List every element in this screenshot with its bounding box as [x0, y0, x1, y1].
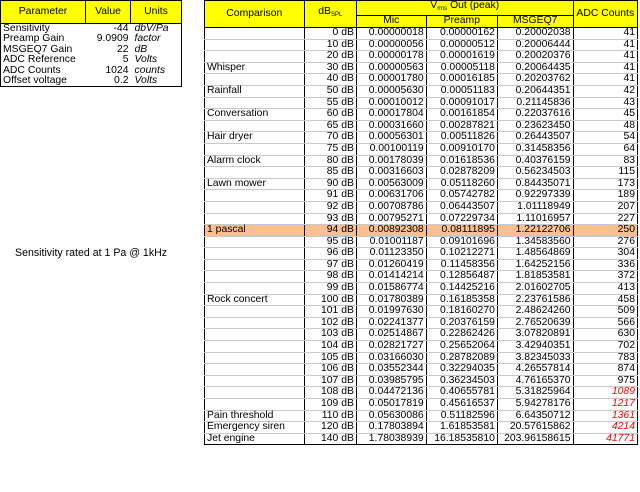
table-row: [205, 294, 638, 306]
adc-cell: 189: [573, 190, 637, 202]
preamp-cell: 0.01618536: [426, 155, 497, 167]
msgeq7-cell: 0.92297339: [497, 190, 573, 202]
preamp-cell: 0.09101696: [426, 236, 497, 248]
preamp-cell: 0.45616537: [426, 399, 497, 411]
preamp-cell: 0.06443507: [426, 201, 497, 213]
spl-comparison-table: [204, 0, 638, 445]
mic-cell: 0.00000563: [356, 62, 426, 74]
table-row: [205, 109, 638, 121]
db-cell: 70 dB: [304, 132, 356, 144]
db-cell: 108 dB: [304, 387, 356, 399]
adc-counts-header: ADC Counts: [573, 1, 637, 28]
preamp-cell: 0.40655781: [426, 387, 497, 399]
db-cell: 75 dB: [304, 143, 356, 155]
table-row: [205, 329, 638, 341]
msgeq7-cell: 1.11016957: [497, 213, 573, 225]
msgeq7-cell: 0.31458356: [497, 143, 573, 155]
db-cell: 107 dB: [304, 375, 356, 387]
adc-cell: 41: [573, 51, 637, 63]
comparison-cell: [205, 190, 305, 202]
table-row: [205, 143, 638, 155]
comparison-cell: Lawn mower: [205, 178, 305, 190]
table-row: [205, 236, 638, 248]
mic-cell: 0.03552344: [356, 364, 426, 376]
comparison-cell: [205, 120, 305, 132]
adc-cell: 250: [573, 225, 637, 237]
msgeq7-cell: 0.20020376: [497, 51, 573, 63]
comparison-cell: [205, 248, 305, 260]
table-row: [205, 422, 638, 434]
parameter-name: Sensitivity: [1, 24, 86, 35]
mic-cell: 0.00631706: [356, 190, 426, 202]
msgeq7-cell: 0.22037616: [497, 109, 573, 121]
db-cell: 110 dB: [304, 410, 356, 422]
mic-cell: 0.01260419: [356, 259, 426, 271]
db-cell: 90 dB: [304, 178, 356, 190]
table-row: [205, 271, 638, 283]
comparison-cell: [205, 317, 305, 329]
parameter-name: ADC Reference: [1, 55, 86, 65]
parameter-name: MSGEQ7 Gain: [1, 45, 86, 55]
table-row: [205, 97, 638, 109]
adc-cell: 304: [573, 248, 637, 260]
db-cell: 65 dB: [304, 120, 356, 132]
comparison-cell: [205, 74, 305, 86]
db-cell: 102 dB: [304, 317, 356, 329]
mic-cell: 0.04472136: [356, 387, 426, 399]
adc-cell: 41: [573, 74, 637, 86]
mic-cell: 0.00000056: [356, 39, 426, 51]
mic-cell: 0.00017804: [356, 109, 426, 121]
preamp-cell: 0.00001619: [426, 51, 497, 63]
db-cell: 20 dB: [304, 51, 356, 63]
comparison-cell: Rock concert: [205, 294, 305, 306]
msgeq7-cell: 0.20644351: [497, 85, 573, 97]
db-cell: 97 dB: [304, 259, 356, 271]
table-row: [205, 387, 638, 399]
table-row: [205, 399, 638, 411]
vout-header: [356, 1, 573, 16]
db-header-text: dB: [318, 6, 331, 18]
msgeq7-header: MSGEQ7: [497, 15, 573, 27]
preamp-cell: 0.00287821: [426, 120, 497, 132]
mic-cell: 0.00001780: [356, 74, 426, 86]
units-header: Units: [131, 1, 182, 24]
adc-cell: 83: [573, 155, 637, 167]
table-row-highlighted: [205, 225, 638, 237]
comparison-cell: [205, 341, 305, 353]
mic-cell: 0.01414214: [356, 271, 426, 283]
db-cell: 98 dB: [304, 271, 356, 283]
preamp-cell: 0.36234503: [426, 375, 497, 387]
db-cell: 120 dB: [304, 422, 356, 434]
table-row: [205, 62, 638, 74]
preamp-cell: 0.22862426: [426, 329, 497, 341]
adc-cell: 566: [573, 317, 637, 329]
comparison-cell: [205, 236, 305, 248]
adc-cell: 41: [573, 39, 637, 51]
comparison-cell: [205, 213, 305, 225]
preamp-cell: 0.05118260: [426, 178, 497, 190]
comparison-cell: [205, 167, 305, 179]
table-row: [205, 39, 638, 51]
preamp-cell: 0.00161854: [426, 109, 497, 121]
msgeq7-cell: 0.21145836: [497, 97, 573, 109]
adc-cell: 41771: [573, 433, 637, 445]
db-header-sub: SPL: [330, 12, 343, 19]
db-cell: 0 dB: [304, 28, 356, 40]
mic-cell: 0.17803894: [356, 422, 426, 434]
msgeq7-cell: 1.34583560: [497, 236, 573, 248]
mic-header: Mic: [356, 15, 426, 27]
adc-cell: 115: [573, 167, 637, 179]
comparison-cell: [205, 375, 305, 387]
comparison-cell: Conversation: [205, 109, 305, 121]
adc-cell: 1217: [573, 399, 637, 411]
comparison-cell: Emergency siren: [205, 422, 305, 434]
preamp-cell: 0.00910170: [426, 143, 497, 155]
value-header: Value: [86, 1, 131, 24]
preamp-cell: 0.08111895: [426, 225, 497, 237]
preamp-cell: 0.00091017: [426, 97, 497, 109]
adc-cell: 783: [573, 352, 637, 364]
adc-cell: 173: [573, 178, 637, 190]
table-row: [205, 155, 638, 167]
db-cell: 99 dB: [304, 283, 356, 295]
table-row: [205, 167, 638, 179]
preamp-cell: 0.18160270: [426, 306, 497, 318]
table-row: [205, 433, 638, 445]
preamp-cell: 0.14425216: [426, 283, 497, 295]
preamp-cell: 0.00016185: [426, 74, 497, 86]
db-cell: 30 dB: [304, 62, 356, 74]
table-row: [205, 178, 638, 190]
preamp-header: Preamp: [426, 15, 497, 27]
comparison-cell: [205, 271, 305, 283]
parameter-unit: Volts: [131, 55, 182, 65]
parameter-unit: dbV/Pa: [131, 24, 182, 35]
table-row: [205, 317, 638, 329]
db-cell: 60 dB: [304, 109, 356, 121]
mic-cell: 0.00178039: [356, 155, 426, 167]
adc-cell: 54: [573, 132, 637, 144]
msgeq7-cell: 1.64252156: [497, 259, 573, 271]
parameter-name: Preamp Gain: [1, 34, 86, 44]
preamp-cell: 0.05742782: [426, 190, 497, 202]
db-cell: 55 dB: [304, 97, 356, 109]
parameter-table: [0, 0, 182, 87]
msgeq7-cell: 0.20064435: [497, 62, 573, 74]
msgeq7-cell: 2.01602705: [497, 283, 573, 295]
table-row: [205, 306, 638, 318]
db-cell: 103 dB: [304, 329, 356, 341]
msgeq7-cell: 1.22122706: [497, 225, 573, 237]
vout-header-v: V: [430, 0, 438, 12]
comparison-cell: [205, 259, 305, 271]
comparison-cell: [205, 387, 305, 399]
comparison-cell: [205, 364, 305, 376]
comparison-cell: [205, 283, 305, 295]
adc-cell: 227: [573, 213, 637, 225]
parameter-value: 1024: [105, 64, 129, 76]
parameter-name: ADC Counts: [1, 66, 86, 76]
mic-cell: 0.02821727: [356, 341, 426, 353]
adc-cell: 1361: [573, 410, 637, 422]
comparison-cell: [205, 201, 305, 213]
db-cell: 109 dB: [304, 399, 356, 411]
mic-cell: 0.05630086: [356, 410, 426, 422]
adc-cell: 43: [573, 97, 637, 109]
adc-cell: 702: [573, 341, 637, 353]
msgeq7-cell: 2.76520639: [497, 317, 573, 329]
comparison-cell: [205, 51, 305, 63]
adc-cell: 336: [573, 259, 637, 271]
table-row: [205, 51, 638, 63]
mic-cell: 0.00316603: [356, 167, 426, 179]
table-row: [205, 352, 638, 364]
mic-cell: 0.01586774: [356, 283, 426, 295]
comparison-cell: Pain threshold: [205, 410, 305, 422]
comparison-cell: [205, 97, 305, 109]
table-row: [205, 190, 638, 202]
adc-cell: 413: [573, 283, 637, 295]
preamp-cell: 0.25652064: [426, 341, 497, 353]
table-row: [205, 341, 638, 353]
parameter-value: 22: [116, 43, 129, 55]
msgeq7-cell: 20.57615862: [497, 422, 573, 434]
adc-cell: 48: [573, 120, 637, 132]
comparison-header: Comparison: [205, 1, 305, 28]
preamp-cell: 0.00005118: [426, 62, 497, 74]
table-row: [205, 28, 638, 40]
db-cell: 96 dB: [304, 248, 356, 260]
msgeq7-cell: 1.81853581: [497, 271, 573, 283]
db-cell: 91 dB: [304, 190, 356, 202]
msgeq7-cell: 2.48624260: [497, 306, 573, 318]
db-cell: 50 dB: [304, 85, 356, 97]
table-row: [205, 259, 638, 271]
preamp-cell: 0.20376159: [426, 317, 497, 329]
preamp-cell: 0.00051183: [426, 85, 497, 97]
parameter-unit: counts: [131, 66, 182, 76]
comparison-cell: 1 pascal: [205, 225, 305, 237]
vout-header-sub: rms: [437, 6, 448, 13]
comparison-cell: [205, 143, 305, 155]
adc-cell: 4214: [573, 422, 637, 434]
mic-cell: 0.00100119: [356, 143, 426, 155]
msgeq7-cell: 0.84435071: [497, 178, 573, 190]
mic-cell: 0.00708786: [356, 201, 426, 213]
msgeq7-cell: 1.48564869: [497, 248, 573, 260]
db-cell: 92 dB: [304, 201, 356, 213]
vout-header-text: Out (peak): [447, 0, 500, 12]
preamp-cell: 0.16185358: [426, 294, 497, 306]
parameter-header-row: [1, 1, 182, 24]
mic-cell: 0.00031660: [356, 120, 426, 132]
comparison-cell: Hair dryer: [205, 132, 305, 144]
db-cell: 85 dB: [304, 167, 356, 179]
mic-cell: 0.01780389: [356, 294, 426, 306]
preamp-cell: 0.51182596: [426, 410, 497, 422]
preamp-cell: 0.00000512: [426, 39, 497, 51]
comparison-cell: [205, 39, 305, 51]
db-cell: 80 dB: [304, 155, 356, 167]
msgeq7-cell: 0.40376159: [497, 155, 573, 167]
mic-cell: 0.02241377: [356, 317, 426, 329]
adc-cell: 207: [573, 201, 637, 213]
preamp-cell: 0.10212271: [426, 248, 497, 260]
msgeq7-cell: 4.76165370: [497, 375, 573, 387]
comparison-cell: Whisper: [205, 62, 305, 74]
parameter-value: -44: [113, 23, 129, 34]
mic-cell: 0.01001187: [356, 236, 426, 248]
table-row: [205, 201, 638, 213]
parameter-unit: dB: [131, 45, 182, 55]
adc-cell: 42: [573, 85, 637, 97]
table-row: [205, 85, 638, 97]
msgeq7-cell: 5.31825964: [497, 387, 573, 399]
table-row: [205, 74, 638, 86]
preamp-cell: 0.00000162: [426, 28, 497, 40]
comparison-cell: Jet engine: [205, 433, 305, 445]
db-cell: 95 dB: [304, 236, 356, 248]
parameter-value: 0.2: [86, 76, 131, 87]
adc-cell: 372: [573, 271, 637, 283]
parameter-unit: factor: [131, 34, 182, 44]
preamp-cell: 0.07229734: [426, 213, 497, 225]
db-cell: 94 dB: [304, 225, 356, 237]
msgeq7-cell: 6.64350712: [497, 410, 573, 422]
db-cell: 93 dB: [304, 213, 356, 225]
parameter-value: 9.0909: [96, 33, 129, 45]
preamp-cell: 0.28782089: [426, 352, 497, 364]
adc-cell: 41: [573, 28, 637, 40]
table-row: [205, 410, 638, 422]
preamp-cell: 0.12856487: [426, 271, 497, 283]
parameter-name: Offset voltage: [1, 76, 86, 87]
table-row: [205, 213, 638, 225]
mic-cell: 0.00010012: [356, 97, 426, 109]
db-cell: 101 dB: [304, 306, 356, 318]
adc-cell: 874: [573, 364, 637, 376]
table-row: [205, 364, 638, 376]
msgeq7-cell: 0.20203762: [497, 74, 573, 86]
main-header-row: [205, 1, 638, 16]
db-spl-header: [304, 1, 356, 28]
parameter-header: Parameter: [1, 1, 86, 24]
adc-cell: 45: [573, 109, 637, 121]
table-row: [205, 132, 638, 144]
msgeq7-cell: 1.01118949: [497, 201, 573, 213]
mic-cell: 0.01997630: [356, 306, 426, 318]
db-cell: 140 dB: [304, 433, 356, 445]
msgeq7-cell: 3.82345033: [497, 352, 573, 364]
table-row: [205, 248, 638, 260]
table-row: [205, 375, 638, 387]
comparison-cell: [205, 352, 305, 364]
adc-cell: 276: [573, 236, 637, 248]
msgeq7-cell: 3.42940351: [497, 341, 573, 353]
preamp-cell: 0.02878209: [426, 167, 497, 179]
parameter-value: 5: [122, 54, 129, 66]
mic-cell: 1.78038939: [356, 433, 426, 445]
mic-cell: 0.00000018: [356, 28, 426, 40]
adc-cell: 1089: [573, 387, 637, 399]
msgeq7-cell: 3.07820891: [497, 329, 573, 341]
msgeq7-cell: 203.96158615: [497, 433, 573, 445]
adc-cell: 458: [573, 294, 637, 306]
preamp-cell: 0.00511826: [426, 132, 497, 144]
preamp-cell: 0.32294035: [426, 364, 497, 376]
mic-cell: 0.00005630: [356, 85, 426, 97]
comparison-cell: Alarm clock: [205, 155, 305, 167]
db-cell: 100 dB: [304, 294, 356, 306]
msgeq7-cell: 5.94278176: [497, 399, 573, 411]
parameter-row: [1, 76, 182, 87]
table-row: [205, 120, 638, 132]
adc-cell: 509: [573, 306, 637, 318]
adc-cell: 41: [573, 62, 637, 74]
mic-cell: 0.05017819: [356, 399, 426, 411]
adc-cell: 64: [573, 143, 637, 155]
comparison-cell: [205, 28, 305, 40]
adc-cell: 975: [573, 375, 637, 387]
mic-cell: 0.03166030: [356, 352, 426, 364]
mic-cell: 0.00892308: [356, 225, 426, 237]
msgeq7-cell: 0.20002038: [497, 28, 573, 40]
msgeq7-cell: 0.23623450: [497, 120, 573, 132]
adc-cell: 630: [573, 329, 637, 341]
db-cell: 106 dB: [304, 364, 356, 376]
msgeq7-cell: 0.56234503: [497, 167, 573, 179]
mic-cell: 0.00795271: [356, 213, 426, 225]
db-cell: 104 dB: [304, 341, 356, 353]
comparison-cell: [205, 306, 305, 318]
comparison-cell: Rainfall: [205, 85, 305, 97]
mic-cell: 0.03985795: [356, 375, 426, 387]
preamp-cell: 0.11458356: [426, 259, 497, 271]
parameter-unit: Volts: [131, 76, 182, 87]
preamp-cell: 16.18535810: [426, 433, 497, 445]
mic-cell: 0.00563009: [356, 178, 426, 190]
msgeq7-cell: 0.26443507: [497, 132, 573, 144]
mic-cell: 0.01123350: [356, 248, 426, 260]
mic-cell: 0.02514867: [356, 329, 426, 341]
msgeq7-cell: 2.23761586: [497, 294, 573, 306]
msgeq7-cell: 0.20006444: [497, 39, 573, 51]
db-cell: 10 dB: [304, 39, 356, 51]
msgeq7-cell: 4.26557814: [497, 364, 573, 376]
db-cell: 105 dB: [304, 352, 356, 364]
preamp-cell: 1.61853581: [426, 422, 497, 434]
mic-cell: 0.00000178: [356, 51, 426, 63]
table-row: [205, 283, 638, 295]
sensitivity-note: Sensitivity rated at 1 Pa @ 1kHz: [15, 247, 168, 259]
comparison-cell: [205, 329, 305, 341]
db-cell: 40 dB: [304, 74, 356, 86]
mic-cell: 0.00056301: [356, 132, 426, 144]
comparison-cell: [205, 399, 305, 411]
